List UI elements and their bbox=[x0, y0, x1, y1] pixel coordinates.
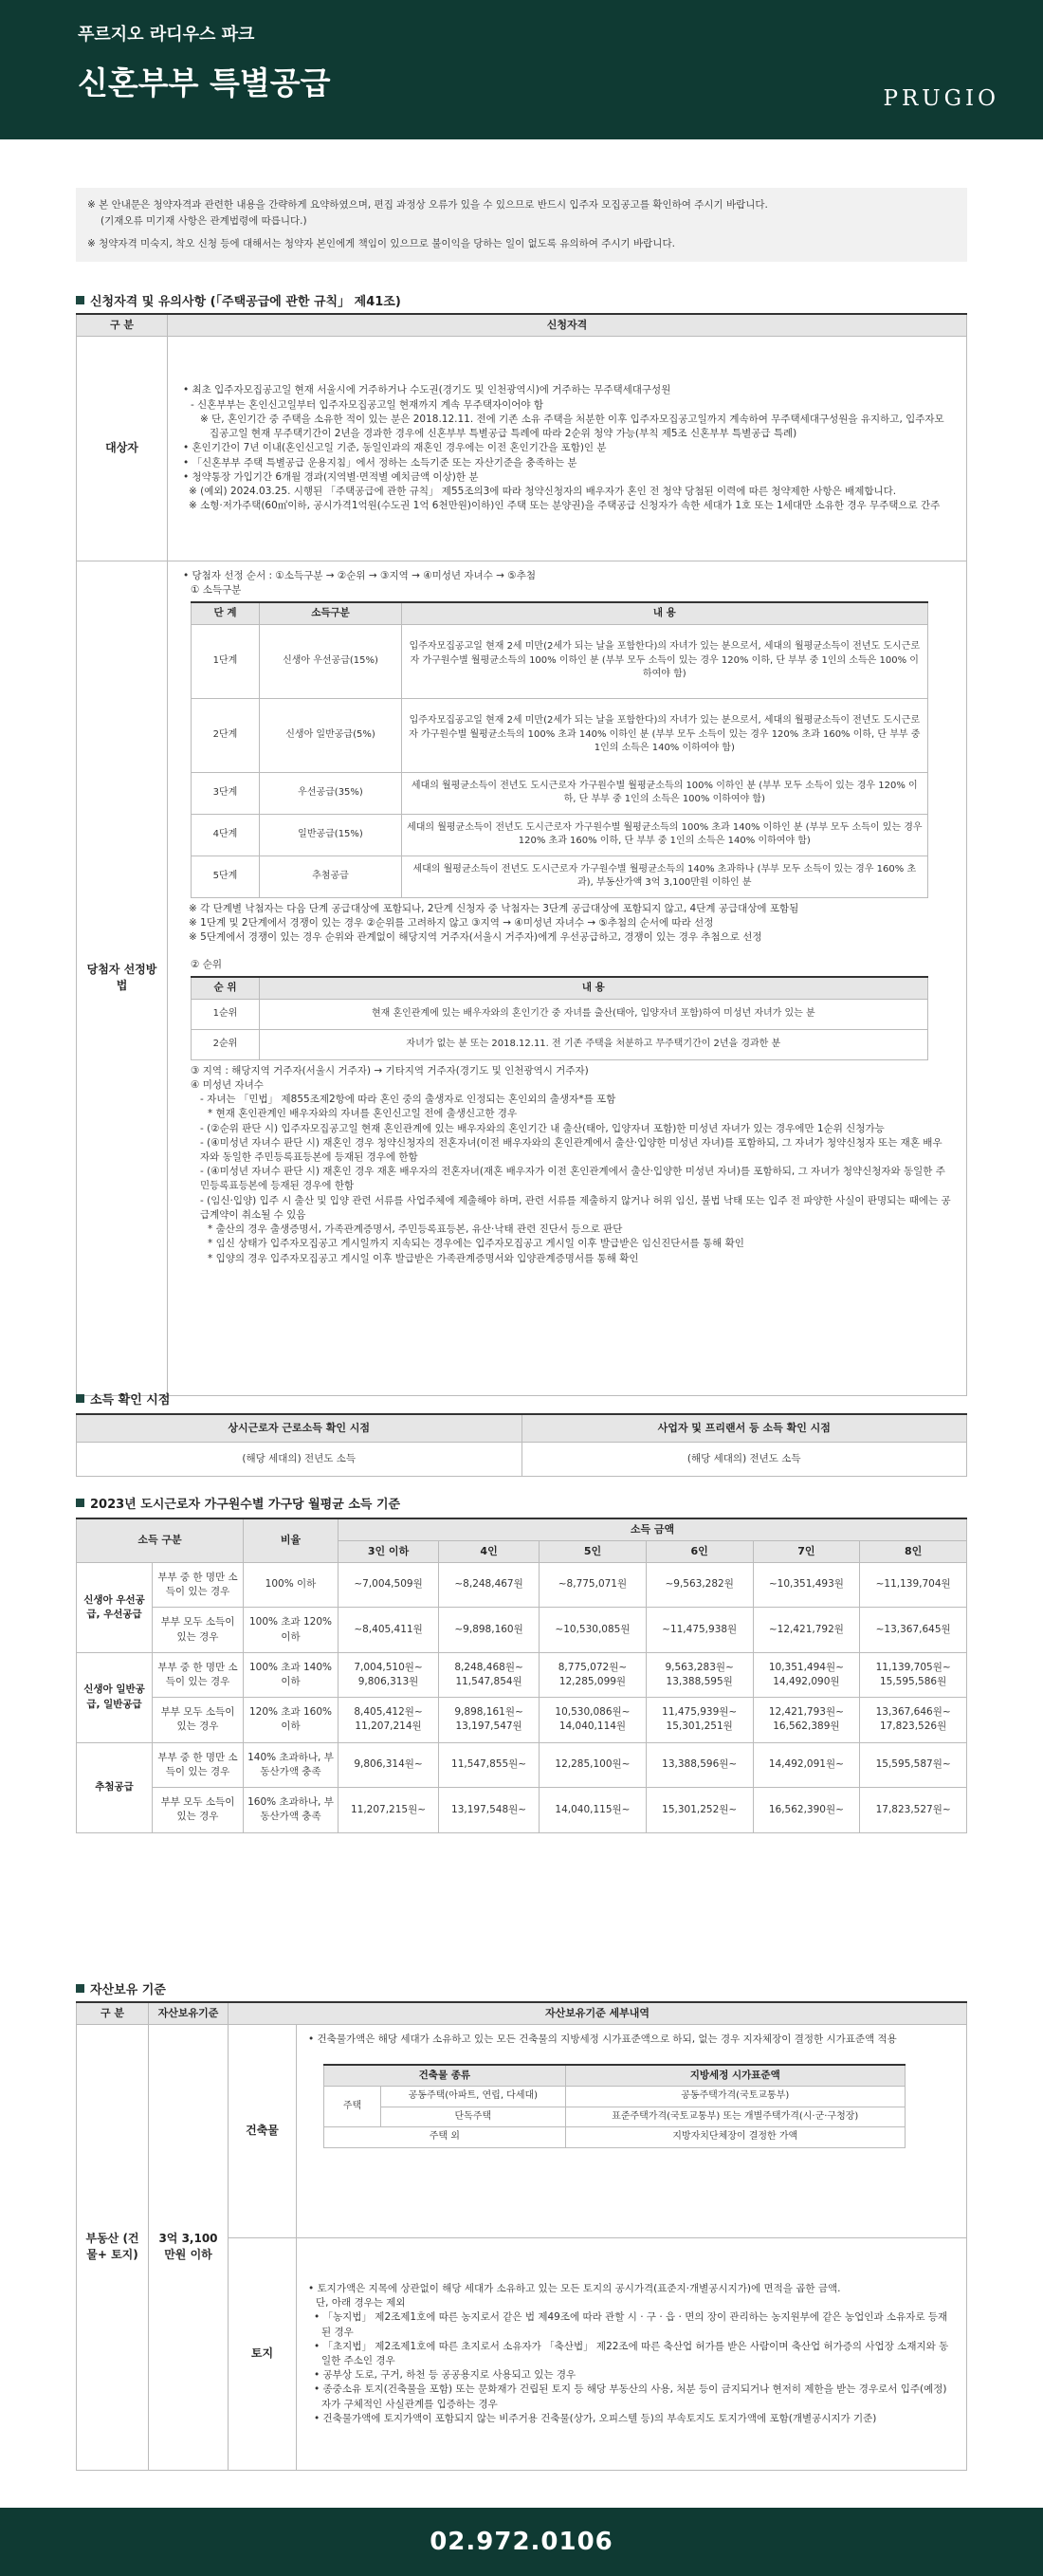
earner-type: 부부 모두 소득이 있는 경우 bbox=[153, 1608, 244, 1652]
col-header: 소득구분 bbox=[260, 602, 402, 624]
table-row bbox=[77, 1608, 967, 1652]
income-amount: 13,367,646원~ 17,823,526원 bbox=[860, 1698, 967, 1742]
page-title: 신혼부부 특별공급 bbox=[78, 64, 331, 101]
income-amount: 10,351,494원~ 14,492,090원 bbox=[753, 1652, 860, 1697]
col-header: 자산보유기준 세부내역 bbox=[229, 2002, 967, 2024]
col-header: 사업자 및 프리랜서 등 소득 확인 시점 bbox=[522, 1414, 967, 1442]
income-amount: 8,775,072원~ 12,285,099원 bbox=[540, 1652, 647, 1697]
income-amount: 10,530,086원~ 14,040,114원 bbox=[540, 1698, 647, 1742]
income-amount: ~10,351,493원 bbox=[753, 1562, 860, 1607]
row-label-winner: 당첨자 선정방법 bbox=[77, 561, 168, 1395]
income-amount: 14,492,091원~ bbox=[753, 1742, 860, 1787]
ratio: 100% 초과 120% 이하 bbox=[244, 1608, 339, 1652]
stage-type: 추첨공급 bbox=[260, 856, 402, 897]
text-line: • 「신혼부부 주택 특별공급 운용지침」에서 정하는 소득기준 또는 자산기준을 충족하는 분 bbox=[183, 456, 577, 469]
cell-value: (해당 세대의) 전년도 소득 bbox=[522, 1442, 967, 1476]
cell-value: 지방자치단체장이 결정한 가액 bbox=[565, 2127, 905, 2148]
income-amount: 9,898,161원~ 13,197,547원 bbox=[439, 1698, 540, 1742]
income-standard-table bbox=[76, 1518, 967, 1833]
group-label: 추첨공급 bbox=[77, 1742, 153, 1832]
text-line: - (④미성년 자녀수 판단 시) 재혼인 경우 재혼 배우자의 전혼자녀(재혼 배우자가 이전 혼인관계에서 출산·입양한 미성년 자녀)를 포함하되, 그 자녀가 청약신청자와 동일한 주민등록표등본에 등재된 경우에 한함 bbox=[200, 1166, 945, 1192]
section-title-income-standard: 2023년 도시근로자 가구원수별 가구당 월평균 소득 기준 bbox=[76, 1497, 400, 1515]
income-amount: 12,285,100원~ bbox=[540, 1742, 647, 1787]
col-header: 상시근로자 근로소득 확인 시점 bbox=[77, 1414, 522, 1442]
income-amount: 12,421,793원~ 16,562,389원 bbox=[753, 1698, 860, 1742]
text-line: • 토지가액은 지목에 상관없이 해당 세대가 소유하고 있는 모든 토지의 공시가격(표준지·개별공시지가)에 면적을 곱한 금액. bbox=[308, 2282, 841, 2294]
cell-value: (해당 세대의) 전년도 소득 bbox=[77, 1442, 522, 1476]
asset-limit: 3억 3,100만원 이하 bbox=[149, 2024, 229, 2470]
table-row bbox=[77, 1652, 967, 1697]
group-label: 신생아 일반공급, 일반공급 bbox=[77, 1652, 153, 1742]
stage: 3단계 bbox=[192, 772, 260, 814]
cell-value: 공동주택가격(국토교통부) bbox=[565, 2087, 905, 2107]
notice-line: ※ 본 안내문은 청약자격과 관련한 내용을 간략하게 요약하였으며, 편집 과정상 오류가 있을 수 있으므로 반드시 입주자 모집공고를 확인하여 주시기 바랍니다. bbox=[87, 199, 768, 211]
col-header: 내 용 bbox=[260, 977, 928, 999]
brand-logo: PRUGIO bbox=[883, 86, 999, 111]
ratio: 100% 이하 bbox=[244, 1562, 339, 1607]
project-name: 푸르지오 라디우스 파크 bbox=[78, 25, 255, 45]
stage: 2단계 bbox=[192, 698, 260, 772]
text-line: • 혼인기간이 7년 이내(혼인신고일 기준, 동일인과의 재혼인 경우에는 이전 혼인기간을 포함)인 분 bbox=[183, 442, 607, 454]
income-amount: ~13,367,645원 bbox=[860, 1608, 967, 1652]
land-cell bbox=[297, 2237, 967, 2470]
rank-table bbox=[191, 976, 928, 1059]
income-amount: ~11,475,938원 bbox=[646, 1608, 753, 1652]
household-size-header: 6인 bbox=[646, 1540, 753, 1562]
text-line: 단, 아래 경우는 제외 bbox=[316, 2297, 406, 2309]
text-line: - 신혼부부는 혼인신고일부터 입주자모집공고일 현재까지 계속 무주택자이어야 함 bbox=[191, 398, 544, 411]
income-amount: 8,248,468원~ 11,547,854원 bbox=[439, 1652, 540, 1697]
stage: 5단계 bbox=[192, 856, 260, 897]
text-line: * 임신 상태가 입주자모집공고 게시일까지 지속되는 경우에는 입주자모집공고 게시일 이후 발급받은 임신진단서를 통해 확인 bbox=[208, 1238, 744, 1250]
income-amount: ~11,139,704원 bbox=[860, 1562, 967, 1607]
text-line: ④ 미성년 자녀수 bbox=[191, 1078, 264, 1091]
text-line: • 당첨자 선정 순서 : ①소득구분 → ②순위 → ③지역 → ④미성년 자녀수 → ⑤추첨 bbox=[183, 569, 537, 581]
stage-type: 신생아 우선공급(15%) bbox=[260, 624, 402, 698]
building-cell bbox=[297, 2024, 967, 2237]
col-header: 비율 bbox=[244, 1518, 339, 1562]
income-amount: ~8,248,467원 bbox=[439, 1562, 540, 1607]
income-amount: 7,004,510원~ 9,806,313원 bbox=[339, 1652, 439, 1697]
col-header: 소득 금액 bbox=[339, 1518, 967, 1540]
text-line: - 자녀는 「민법」 제855조제2항에 따라 혼인 중의 출생자로 인정되는 혼인외의 출생자*를 포함 bbox=[200, 1094, 616, 1106]
target-cell bbox=[168, 336, 967, 561]
household-size-header: 3인 이하 bbox=[339, 1540, 439, 1562]
col-header: 구 분 bbox=[77, 314, 168, 336]
text-line: • 「초지법」 제2조제1호에 따른 초지로서 소유자가 「축산법」 제22조에 따른 축산업 허가를 받은 사람이며 축산업 허가증의 사업장 소재지와 동일한 주소인 경우 bbox=[314, 2340, 949, 2366]
text-line: • 건축물가액에 토지가액이 포함되지 않는 비주거용 건축물(상가, 오피스텔 등)의 부속토지도 토지가액에 포함(개별공시지가 기준) bbox=[314, 2412, 877, 2424]
group-label: 신생아 우선공급, 우선공급 bbox=[77, 1562, 153, 1652]
text-line: ① 소득구분 bbox=[191, 584, 242, 597]
income-amount: 11,475,939원~ 15,301,251원 bbox=[646, 1698, 753, 1742]
house-label: 주택 bbox=[324, 2087, 381, 2127]
stage-type: 신생아 일반공급(5%) bbox=[260, 698, 402, 772]
text-line: * 입양의 경우 입주자모집공고 게시일 이후 발급받은 가족관계증명서와 입양관계증명서를 통해 확인 bbox=[208, 1252, 639, 1264]
income-amount: 14,040,115원~ bbox=[540, 1788, 647, 1832]
income-amount: 13,388,596원~ bbox=[646, 1742, 753, 1787]
text-line: ※ 각 단계별 낙첨자는 다음 단계 공급대상에 포함되나, 2단계 신청자 중 낙첨자는 3단계 공급대상에 포함되지 않고, 4단계 공급대상에 포함됨 bbox=[189, 902, 799, 914]
col-header: 순 위 bbox=[192, 977, 260, 999]
income-amount: 9,563,283원~ 13,388,595원 bbox=[646, 1652, 753, 1697]
text-line: - (④미성년 자녀수 판단 시) 재혼인 경우 청약신청자의 전혼자녀(이전 배우자와의 혼인관계에서 출산·입양한 미성년 자녀)를 포함하되, 그 자녀가 청약신청자 또는 재혼 배우자와 동일한 주민등록표등본에 등재된 경우에 한함 bbox=[200, 1136, 942, 1163]
ratio: 100% 초과 140% 이하 bbox=[244, 1652, 339, 1697]
text-line: ※ 소형·저가주택(60㎡이하, 공시가격1억원(수도권 1억 6천만원)이하)인 주택 또는 분양권)을 주택공급 신청자가 속한 세대가 1호 또는 1세대만 소유한 경우 무주택으로 간주 bbox=[189, 500, 941, 512]
earner-type: 부부 중 한 명만 소득이 있는 경우 bbox=[153, 1742, 244, 1787]
text-line: ※ 5단계에서 경쟁이 있는 경우 순위와 관계없이 해당지역 거주자(서울시 거주자)에게 우선공급하고, 경쟁이 있는 경우 추첨으로 선정 bbox=[189, 931, 762, 944]
col-header: 지방세정 시가표준액 bbox=[565, 2065, 905, 2087]
earner-type: 부부 중 한 명만 소득이 있는 경우 bbox=[153, 1652, 244, 1697]
ratio: 120% 초과 160% 이하 bbox=[244, 1698, 339, 1742]
income-amount: 15,595,587원~ bbox=[860, 1742, 967, 1787]
income-stage-table bbox=[191, 601, 928, 897]
stage-desc: 세대의 월평균소득이 전년도 도시근로자 가구원수별 월평균소득의 100% 이하인 분 (부부 모두 소득이 있는 경우 120% 이하, 단 부부 중 1인의 소득은 100% 이하여야 함) bbox=[402, 772, 928, 814]
asset-table bbox=[76, 2001, 967, 2471]
row-label-target: 대상자 bbox=[77, 336, 168, 561]
income-amount: ~8,405,411원 bbox=[339, 1608, 439, 1652]
text-line: ※ 단, 혼인기간 중 주택을 소유한 적이 있는 분은 2018.12.11. 전에 기존 소유 주택을 처분한 이후 입주자모집공고일까지 계속하여 무주택세대구성원을 유지하고, 입주자모집공고일 현재 무주택기간이 2년을 경과한 경우에 신혼부부 특별공급 특례에 따라 2순위 청약 가능(부칙 제5조 신혼부부 특별공급 특례) bbox=[200, 413, 944, 440]
land-label: 토지 bbox=[229, 2237, 297, 2470]
text-line: • 공부상 도로, 구거, 하천 등 공공용지로 사용되고 있는 경우 bbox=[314, 2369, 576, 2382]
income-time-table bbox=[76, 1413, 967, 1477]
income-amount: 11,547,855원~ bbox=[439, 1742, 540, 1787]
stage-desc: 세대의 월평균소득이 전년도 도시근로자 가구원수별 월평균소득의 100% 초과 140% 이하인 분 (부부 모두 소득이 있는 경우 120% 초과 160% 이하, 단 부부 중 1인의 소득은 140% 이하여야 함) bbox=[402, 814, 928, 856]
winner-cell bbox=[168, 561, 967, 1395]
stage: 1단계 bbox=[192, 624, 260, 698]
notice-box bbox=[76, 188, 967, 262]
col-header: 내 용 bbox=[402, 602, 928, 624]
cell-value: 주택 외 bbox=[324, 2127, 566, 2148]
household-size-header: 8인 bbox=[860, 1540, 967, 1562]
notice-line: ※ 청약자격 미숙지, 착오 신청 등에 대해서는 청약자 본인에게 책임이 있으므로 불이익을 당하는 일이 없도록 유의하여 주시기 바랍니다. bbox=[87, 237, 675, 249]
income-amount: 11,139,705원~ 15,595,586원 bbox=[860, 1652, 967, 1697]
household-size-header: 7인 bbox=[753, 1540, 860, 1562]
building-type-table bbox=[323, 2064, 906, 2148]
ratio: 140% 초과하나, 부동산가액 충족 bbox=[244, 1742, 339, 1787]
asset-category: 부동산 (건물+ 토지) bbox=[77, 2024, 149, 2470]
income-amount: ~7,004,509원 bbox=[339, 1562, 439, 1607]
text-line: ③ 지역 : 해당지역 거주자(서울시 거주자) → 기타지역 거주자(경기도 및 인천광역시 거주자) bbox=[191, 1064, 589, 1076]
section-title-income-time: 소득 확인 시점 bbox=[76, 1392, 170, 1410]
stage-desc: 입주자모집공고일 현재 2세 미만(2세가 되는 날을 포함한다)의 자녀가 있는 분으로서, 세대의 월평균소득이 전년도 도시근로자 가구원수별 월평균소득의 100% 초과 140% 이하인 분 (부부 모두 소득이 있는 경우 120% 초과 160% 이하, 단 부부 중 1인의 소득은 140% 이하여야 함) bbox=[402, 698, 928, 772]
footer-phone[interactable]: 02.972.0106 bbox=[0, 2508, 1043, 2576]
text-line: • 건축물가액은 해당 세대가 소유하고 있는 모든 건축물의 지방세정 시가표준액으로 하되, 없는 경우 지자체장이 결정한 시가표준액 적용 bbox=[308, 2033, 897, 2045]
stage-desc: 세대의 월평균소득이 전년도 도시근로자 가구원수별 월평균소득의 140% 초과하나 (부부 모두 소득이 있는 경우 160% 초과), 부동산가액 3억 3,100만원 이하인 분 bbox=[402, 856, 928, 897]
earner-type: 부부 모두 소득이 있는 경우 bbox=[153, 1788, 244, 1832]
col-header: 소득 구분 bbox=[77, 1518, 244, 1562]
rank-desc: 현재 혼인관계에 있는 배우자와의 혼인기간 중 자녀를 출산(태아, 입양자녀 포함)하여 미성년 자녀가 있는 분 bbox=[260, 999, 928, 1029]
income-amount: ~12,421,792원 bbox=[753, 1608, 860, 1652]
text-line: • 종중소유 토지(건축물을 포함) 또는 문화재가 건립된 토지 등 해당 부동산의 사용, 처분 등이 금지되거나 현저히 제한을 받는 경우로서 입주(예정)자가 구체적인 사실관계를 입증하는 경우 bbox=[314, 2383, 947, 2410]
income-amount: 8,405,412원~ 11,207,214원 bbox=[339, 1698, 439, 1742]
section-title-asset: 자산보유 기준 bbox=[76, 1982, 166, 2000]
table-row bbox=[77, 1698, 967, 1742]
building-label: 건축물 bbox=[229, 2024, 297, 2237]
text-line: ※ (예외) 2024.03.25. 시행된 「주택공급에 관한 규칙」 제55조의3에 따라 청약신청자의 배우자가 혼인 전 청약 당첨된 이력에 따른 청약제한 사항은 배제합니다. bbox=[189, 485, 897, 497]
col-header: 단 계 bbox=[192, 602, 260, 624]
stage-desc: 입주자모집공고일 현재 2세 미만(2세가 되는 날을 포함한다)의 자녀가 있는 분으로서, 세대의 월평균소득이 전년도 도시근로자 가구원수별 월평균소득의 100% 이하인 분 (부부 모두 소득이 있는 경우 120% 이하, 단 부부 중 1인의 소득은 100% 이하여야 함) bbox=[402, 624, 928, 698]
stage-type: 우선공급(35%) bbox=[260, 772, 402, 814]
text-line: * 출산의 경우 출생증명서, 가족관계증명서, 주민등록표등본, 유산·낙태 관련 진단서 등으로 판단 bbox=[208, 1224, 623, 1236]
household-size-header: 5인 bbox=[540, 1540, 647, 1562]
income-amount: 9,806,314원~ bbox=[339, 1742, 439, 1787]
col-header: 자산보유기준 bbox=[149, 2002, 229, 2024]
rank: 2순위 bbox=[192, 1029, 260, 1059]
col-header: 건축물 종류 bbox=[324, 2065, 566, 2087]
income-amount: ~9,898,160원 bbox=[439, 1608, 540, 1652]
income-amount: 16,562,390원~ bbox=[753, 1788, 860, 1832]
col-header: 신청자격 bbox=[168, 314, 967, 336]
earner-type: 부부 중 한 명만 소득이 있는 경우 bbox=[153, 1562, 244, 1607]
cell-value: 단독주택 bbox=[381, 2107, 566, 2127]
rank-desc: 자녀가 없는 분 또는 2018.12.11. 전 기존 주택을 처분하고 무주택기간이 2년을 경과한 분 bbox=[260, 1029, 928, 1059]
notice-line: (기재오류 미기재 사항은 관계법령에 따릅니다.) bbox=[101, 214, 307, 227]
stage: 4단계 bbox=[192, 814, 260, 856]
text-line: ② 순위 bbox=[191, 959, 223, 971]
income-amount: ~9,563,282원 bbox=[646, 1562, 753, 1607]
text-line: - (②순위 판단 시) 입주자모집공고일 현재 혼인관계에 있는 배우자와의 혼인기간 내 출산(태아, 입양자녀 포함)한 미성년 자녀가 있는 경우에만 1순위 신청가능 bbox=[200, 1122, 885, 1134]
table-row bbox=[77, 1788, 967, 1832]
text-line: • 최초 입주자모집공고일 현재 서울시에 거주하거나 수도권(경기도 및 인천광역시)에 거주하는 무주택세대구성원 bbox=[183, 384, 671, 396]
table-row bbox=[77, 1742, 967, 1787]
text-line: - (임신·입양) 입주 시 출산 및 입양 관련 서류를 사업주체에 제출해야 하며, 관련 서류를 제출하지 않거나 허위 임신, 불법 낙태 또는 입주 전 파양한 사실이 판명되는 때에는 공급계약이 취소될 수 있음 bbox=[200, 1194, 951, 1221]
text-line: • 「농지법」 제2조제1호에 따른 농지로서 같은 법 제49조에 따라 관할 시 · 구 · 읍 · 면의 장이 관리하는 농지원부에 같은 농업인과 소유자로 등재된 경우 bbox=[314, 2311, 948, 2338]
household-size-header: 4인 bbox=[439, 1540, 540, 1562]
income-amount: ~8,775,071원 bbox=[540, 1562, 647, 1607]
income-amount: ~10,530,085원 bbox=[540, 1608, 647, 1652]
income-amount: 11,207,215원~ bbox=[339, 1788, 439, 1832]
cell-value: 공동주택(아파트, 연립, 다세대) bbox=[381, 2087, 566, 2107]
income-amount: 13,197,548원~ bbox=[439, 1788, 540, 1832]
ratio: 160% 초과하나, 부동산가액 충족 bbox=[244, 1788, 339, 1832]
earner-type: 부부 모두 소득이 있는 경우 bbox=[153, 1698, 244, 1742]
income-amount: 15,301,252원~ bbox=[646, 1788, 753, 1832]
cell-value: 표준주택가격(국토교통부) 또는 개별주택가격(시·군·구청장) bbox=[565, 2107, 905, 2127]
section-title-qualification: 신청자격 및 유의사항 (「주택공급에 관한 규칙」 제41조) bbox=[76, 294, 401, 312]
qualification-table bbox=[76, 313, 967, 1396]
table-row bbox=[77, 1562, 967, 1607]
text-line: * 현재 혼인관계인 배우자와의 자녀를 혼인신고일 전에 출생신고한 경우 bbox=[208, 1108, 518, 1120]
text-line: • 청약통장 가입기간 6개월 경과(지역별·면적별 예치금액 이상)한 분 bbox=[183, 470, 479, 483]
income-amount: 17,823,527원~ bbox=[860, 1788, 967, 1832]
rank: 1순위 bbox=[192, 999, 260, 1029]
col-header: 구 분 bbox=[77, 2002, 149, 2024]
text-line: ※ 1단계 및 2단계에서 경쟁이 있는 경우 ②순위를 고려하지 않고 ③지역 → ④미성년 자녀수 → ⑤추첨의 순서에 따라 선정 bbox=[189, 916, 714, 929]
header-banner bbox=[0, 0, 1043, 139]
stage-type: 일반공급(15%) bbox=[260, 814, 402, 856]
